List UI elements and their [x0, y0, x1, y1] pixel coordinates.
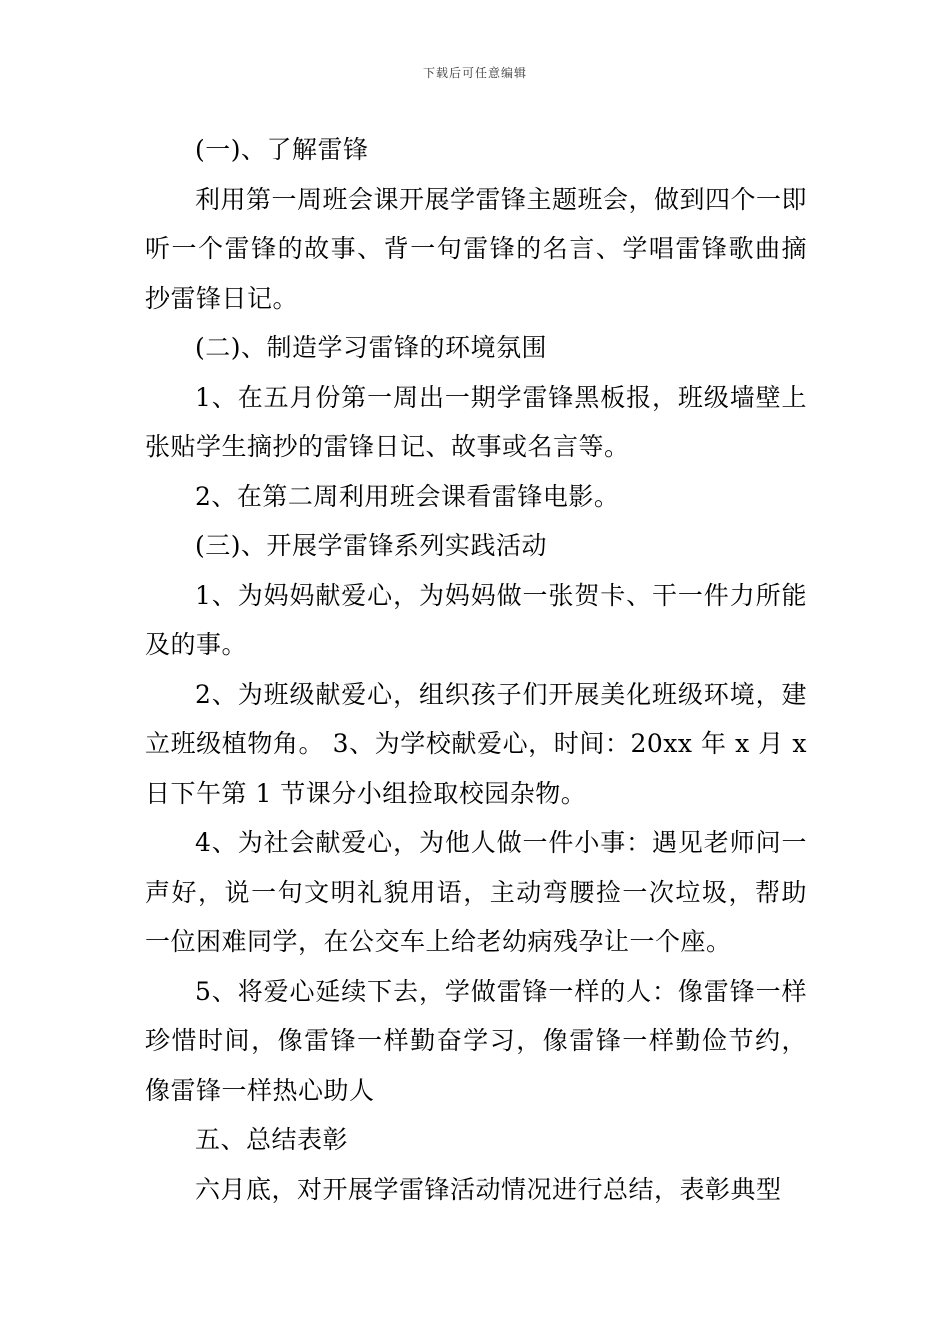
section-heading-create-atmosphere: (二)、制造学习雷锋的环境氛围	[195, 333, 548, 362]
paragraph-movie: 2、在第二周利用班会课看雷锋电影。	[195, 481, 620, 511]
document-body	[145, 125, 807, 1214]
header-note: 下载后可任意编辑	[422, 66, 527, 80]
paragraph-continue-love: 5、将爱心延续下去，学做雷锋一样的人：像雷锋一样珍惜时间，像雷锋一样勤奋学习，像雷锋一样勤俭节约，像雷锋一样热心助人	[145, 976, 807, 1105]
section-heading-understand-leifeng: (一)、了解雷锋	[195, 135, 369, 164]
paragraph-love-for-class-and-school: 2、为班级献爱心，组织孩子们开展美化班级环境，建立班级植物角。 3、为学校献爱心，时间：20xx 年 x 月 x 日下午第 1 节课分小组捡取校园杂物。	[145, 679, 807, 808]
section-heading-summary: 五、总结表彰	[195, 1125, 349, 1154]
paragraph-class-meeting: 利用第一周班会课开展学雷锋主题班会，做到四个一即听一个雷锋的故事、背一句雷锋的名言、学唱雷锋歌曲摘抄雷锋日记。	[145, 184, 808, 313]
section-heading-practice-activities: (三)、开展学雷锋系列实践活动	[195, 531, 548, 560]
paragraph-love-for-mom: 1、为妈妈献爱心，为妈妈做一张贺卡、干一件力所能及的事。	[145, 580, 807, 659]
paragraph-blackboard: 1、在五月份第一周出一期学雷锋黑板报，班级墙壁上张贴学生摘抄的雷锋日记、故事或名言等。	[145, 382, 807, 461]
paragraph-love-for-society: 4、为社会献爱心，为他人做一件小事：遇见老师问一声好，说一句文明礼貌用语，主动弯腰捡一次垃圾，帮助一位困难同学，在公交车上给老幼病残孕让一个座。	[145, 828, 807, 956]
paragraph-summary: 六月底，对开展学雷锋活动情况进行总结，表彰典型	[195, 1174, 782, 1204]
